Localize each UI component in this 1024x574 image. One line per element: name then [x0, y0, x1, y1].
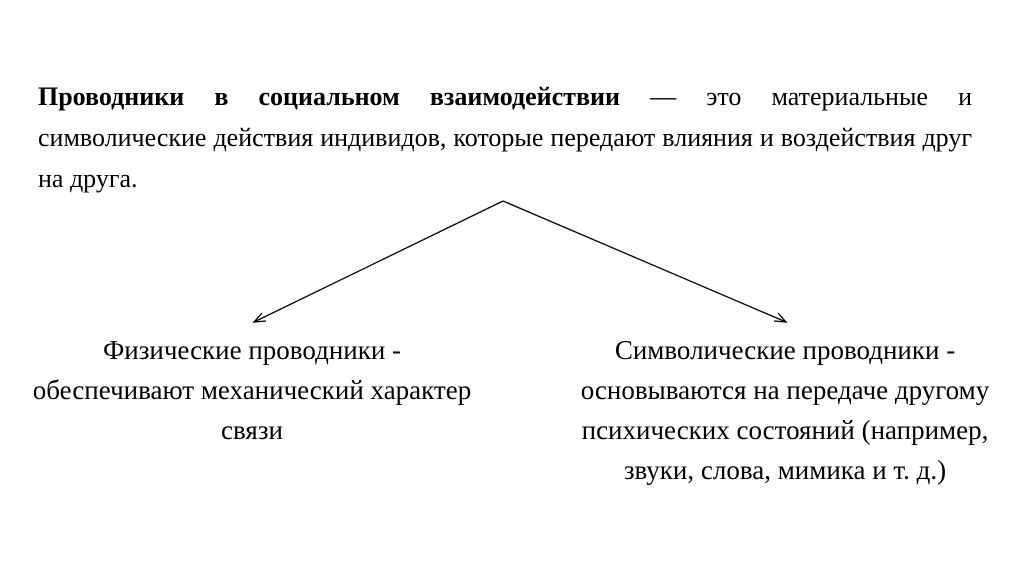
symbolic-conductors-box: Символические проводники - основываются на передаче другому психических состояний (например, звуки, слова, мимика и т. д.): [580, 335, 990, 485]
arrow-left: [254, 201, 503, 322]
definition-text: это материальные и символические действия индивидов, которые передают влияния и воздействия друг на друга.: [38, 82, 972, 193]
physical-conductors-box: Физические проводники - обеспечивают механический характер связи: [32, 335, 472, 445]
definition-dash: —: [619, 82, 707, 111]
definition-term: Проводники в социальном взаимодействии: [38, 82, 620, 111]
arrow-right: [503, 201, 786, 322]
